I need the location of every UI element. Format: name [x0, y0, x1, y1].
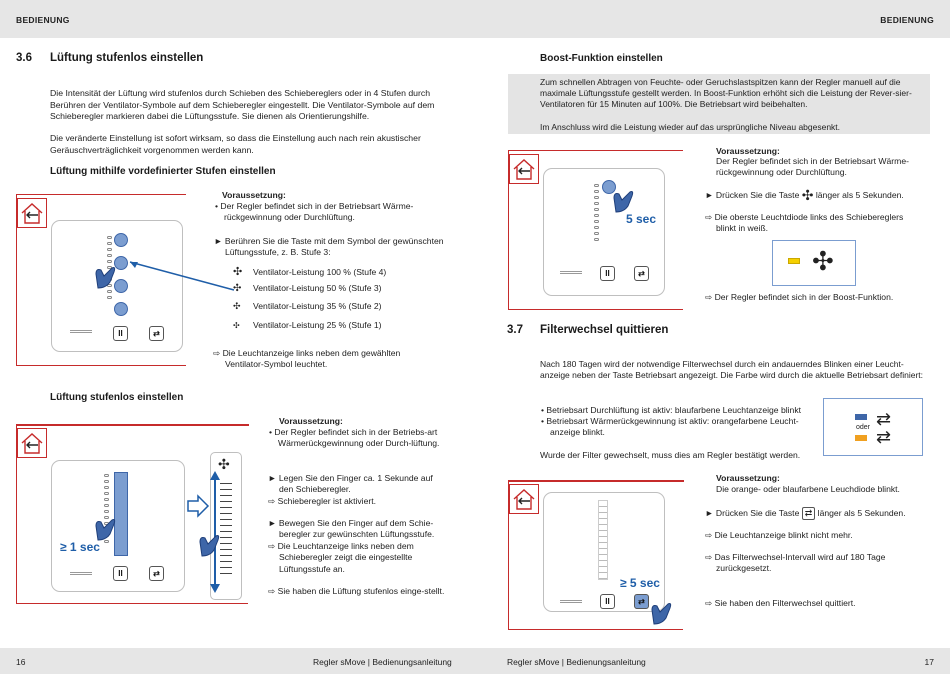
requirement-text: Die orange- oder blaufarbene Leuchdiode blinkt. — [716, 484, 900, 494]
pointer-arrow — [126, 258, 236, 294]
oder-label: oder — [856, 424, 871, 431]
finger-icon — [92, 262, 116, 290]
brand-logo — [560, 271, 582, 274]
filter-led-illustration — [823, 398, 923, 456]
slider-scale — [598, 500, 608, 580]
header-left — [0, 0, 475, 38]
step-text: ► Berühren Sie die Taste mit dem Symbol der gewünschten Lüftungsstufe, z. B. Stufe 3: — [214, 236, 444, 258]
fan-icon: ✣ — [812, 246, 834, 276]
header-right — [475, 0, 950, 38]
duration-label: ≥ 5 sec — [620, 576, 660, 590]
blue-led — [855, 414, 867, 420]
intro-paragraph-2: Die veränderte Einstellung ist sofort wirksam, so dass die Einstellung auch nach rein akustischer Geräuschverträglichkeit vorgenommen werden kann. — [50, 133, 421, 155]
result-text: ⇨ Die Leuchtanzeige links neben dem Schieberegler zeigt die eingestellte Lüftungsstufe an. — [268, 541, 414, 574]
subsection-title-stepless: Lüftung stufenlos einstellen — [50, 392, 184, 403]
duration-label: 5 sec — [626, 212, 657, 226]
requirement-label: Voraussetzung: — [716, 473, 780, 483]
mode-button[interactable]: ⇄ — [149, 566, 164, 581]
fan-icon: ✣ — [218, 456, 230, 472]
orange-led — [855, 435, 867, 441]
pause-button[interactable]: II — [600, 266, 615, 281]
requirement-text: • Der Regler befindet sich in der Betriebs-art Wärmerückgewinnung oder Durch-lüftung. — [269, 427, 440, 449]
house-icon — [509, 484, 539, 514]
white-led — [788, 258, 800, 264]
footer-title-left: Regler sMove | Bedienungsanleitung — [313, 657, 452, 667]
mode-icon: ⇄ — [876, 427, 892, 447]
house-icon — [509, 154, 539, 184]
step-text: ► Bewegen Sie den Finger auf dem Schie-beregler zur gewünschten Lüftungsstufe. — [268, 518, 435, 540]
filter-section-title: Filterwechsel quittieren — [540, 324, 669, 336]
footer — [0, 648, 950, 674]
finger-icon — [648, 598, 672, 626]
fan-level-row-4: ✣ Ventilator-Leistung 100 % (Stufe 4) — [233, 266, 387, 278]
led-indicators — [594, 184, 600, 244]
result-text: ⇨ Die oberste Leuchtdiode links des Schiebereglers blinkt in weiß. — [705, 212, 904, 234]
page-number-right: 17 — [924, 657, 934, 667]
result-text: ⇨ Schieberegler ist aktiviert. — [268, 496, 376, 506]
fan-level-row-3: ✣ Ventilator-Leistung 50 % (Stufe 3) — [233, 283, 382, 294]
brand-logo — [70, 330, 92, 333]
mode-button[interactable]: ⇄ — [149, 326, 164, 341]
finger-icon — [610, 186, 634, 214]
filter-confirm-text: Wurde der Filter gewechselt, muss dies am Regler bestätigt werden. — [540, 450, 801, 460]
filter-bullet-2: • Betriebsart Wärmerückgewinnung ist aktiv: orangefarbene Leucht-anzeige blinkt. — [541, 416, 799, 438]
fan-level-1-icon[interactable] — [114, 302, 128, 316]
requirement-label: Voraussetzung: — [222, 190, 286, 200]
page-number-left: 16 — [16, 657, 26, 667]
house-icon — [17, 198, 47, 228]
result-text: ⇨ Sie haben den Filterwechsel quittiert. — [705, 598, 856, 608]
brand-logo — [70, 572, 92, 575]
subsection-title-presets: Lüftung mithilfe vordefinierter Stufen einstellen — [50, 166, 276, 177]
figure-top-line — [16, 424, 249, 426]
step-text: ► Legen Sie den Finger ca. 1 Sekunde auf den Schieberegler. — [268, 473, 433, 495]
pause-button[interactable]: II — [113, 566, 128, 581]
result-text: ⇨ Die Leuchtanzeige blinkt nicht mehr. — [705, 530, 853, 540]
pause-button[interactable]: II — [113, 326, 128, 341]
mode-button[interactable]: ⇄ — [634, 594, 649, 609]
header-left-label: BEDIENUNG — [16, 15, 70, 25]
mode-icon: ⇄ — [876, 409, 892, 429]
step-text: ► Drücken Sie die Taste ✣ länger als 5 Sekunden. — [705, 187, 904, 203]
filter-bullet-1: • Betriebsart Durchlüftung ist aktiv: blaufarbene Leuchtanzeige blinkt — [541, 405, 802, 415]
requirement-text: Der Regler befindet sich in der Betriebsart Wärme-rückgewinnung oder Durchlüftung. — [716, 156, 909, 178]
right-arrow-icon — [186, 494, 210, 518]
finger-icon — [92, 514, 116, 542]
filter-section-number: 3.7 — [507, 324, 523, 336]
fan-icon: ✣ — [801, 187, 814, 203]
footer-title-right: Regler sMove | Bedienungsanleitung — [507, 657, 646, 667]
filter-text: Nach 180 Tagen wird der notwendige Filterwechsel durch ein andauerndes Blinken einer Leucht-anzeige neben der Taste Betriebsart angezeigt. Die Farbe wird durch die aktuelle Betriebsart definiert: — [540, 359, 924, 381]
mode-button[interactable]: ⇄ — [634, 266, 649, 281]
intro-paragraph-1: Die Intensität der Lüftung wird stufenlos durch Schieben des Schiebereglers oder in 4 Stufen durch Berühren der Ventilator-Symbole auf dem Schieberegler eingestellt. Die Ventilator-Symbole auf dem Schieberegler markieren dabei die Lüftungsstufe. Sie dienen als Orientierungshilfe. — [50, 88, 435, 122]
boost-text: Zum schnellen Abtragen von Feuchte- oder Geruchslastspitzen kann der Regler manuell auf die maximale Lüftungsstufe gestellt werden. In Boost-Funktion erhöht sich die Leistung der Rever-sier-Ventilatoren für 15 Minuten auf 100%. Die Betriebsart wird beibehalten. — [540, 77, 912, 110]
result-text: ⇨ Das Filterwechsel-Intervall wird auf 180 Tage zurückgesetzt. — [705, 552, 886, 574]
finger-icon — [196, 530, 220, 558]
pause-button[interactable]: II — [600, 594, 615, 609]
house-icon — [17, 428, 47, 458]
section-title: Lüftung stufenlos einstellen — [50, 52, 204, 64]
slider-active[interactable] — [114, 472, 128, 556]
fan-level-row-2: ✣ Ventilator-Leistung 35 % (Stufe 2) — [233, 301, 382, 311]
boost-title: Boost-Funktion einstellen — [540, 53, 663, 64]
result-text: ⇨ Sie haben die Lüftung stufenlos einge-stellt. — [268, 586, 445, 596]
requirement-label: Voraussetzung: — [716, 146, 780, 156]
result-text: ⇨ Die Leuchtanzeige links neben dem gewählten Ventilator-Symbol leuchtet. — [213, 348, 401, 370]
fan-level-4-icon[interactable] — [114, 233, 128, 247]
step-text: ► Drücken Sie die Taste ⇄ länger als 5 Sekunden. — [705, 507, 935, 520]
requirement-text: • Der Regler befindet sich in der Betriebsart Wärme-rückgewinnung oder Durchlüftung. — [215, 201, 414, 223]
section-number: 3.6 — [16, 52, 32, 64]
requirement-label: Voraussetzung: — [279, 416, 343, 426]
duration-label: ≥ 1 sec — [60, 540, 100, 554]
result-text: ⇨ Der Regler befindet sich in der Boost-Funktion. — [705, 292, 894, 302]
figure-top-line — [508, 480, 684, 482]
fan-level-row-1: ✣ Ventilator-Leistung 25 % (Stufe 1) — [233, 320, 382, 330]
boost-text-2: Im Anschluss wird die Leistung wieder auf das ursprüngliche Niveau abgesenkt. — [540, 122, 841, 132]
mode-icon: ⇄ — [802, 507, 816, 520]
brand-logo — [560, 600, 582, 603]
header-right-label: BEDIENUNG — [880, 15, 934, 25]
